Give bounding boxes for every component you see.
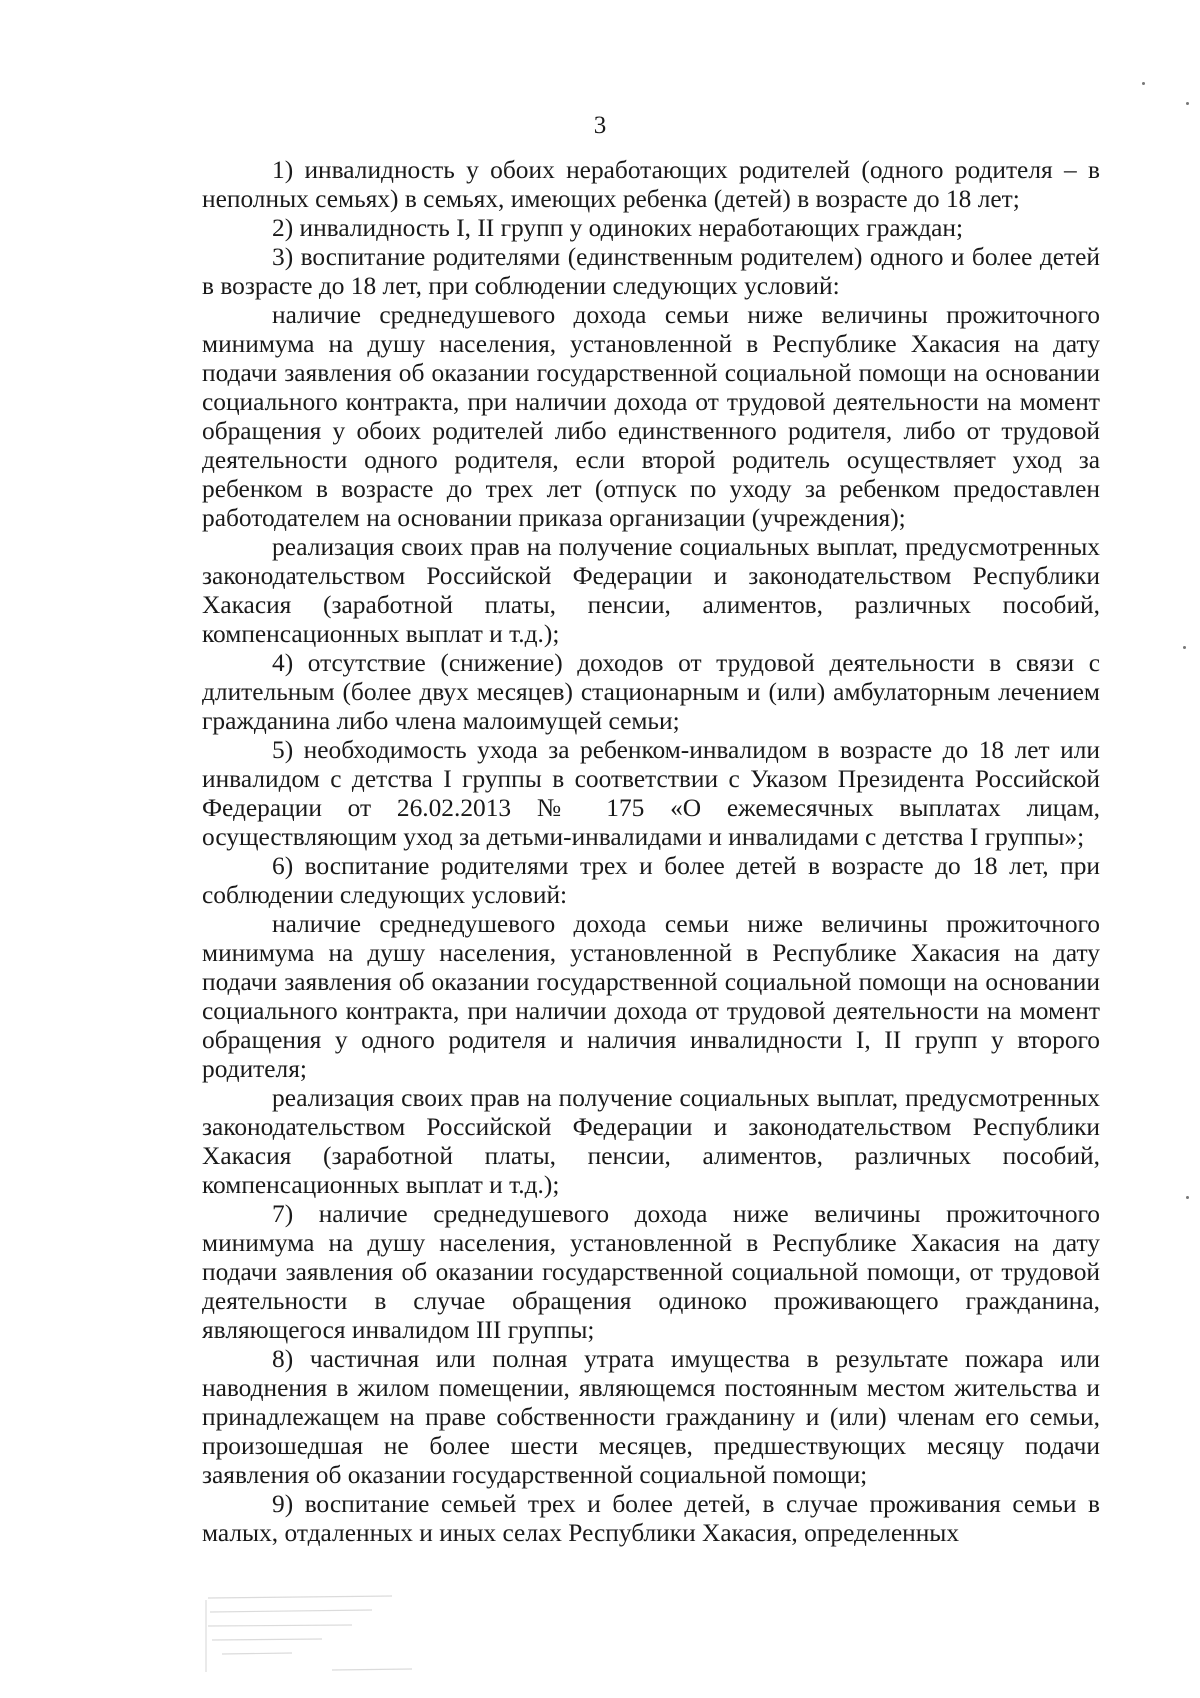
paragraph-7: 7) наличие среднедушевого дохода ниже величины прожиточного минимума на душу населения, установленной в Республике Хакасия на дату подачи заявления об оказании государственной социальной помощи, от трудовой деятельности в случае обращения одиноко проживающего гражданина, являющегося инвалидом III группы; xyxy=(202,1200,1100,1344)
page-number: 3 xyxy=(593,112,607,139)
paragraph-2: 2) инвалидность I, II групп у одиноких неработающих граждан; xyxy=(272,214,964,242)
scan-speck xyxy=(1142,82,1145,85)
paragraph-5: 5) необходимость ухода за ребенком-инвалидом в возрасте до 18 лет или инвалидом с детства I группы в соответствии с Указом Президента Российской Федерации от 26.02.2013 № 175 «О ежемесячных выплатах лицам, осуществляющим уход за детьми-инвалидами и инвалидами с детства I группы»; xyxy=(202,736,1100,851)
paragraph-3: 3) воспитание родителями (единственным родителем) одного и более детей в возрасте до 18 лет, при соблюдении следующих условий: xyxy=(202,243,1100,300)
paragraph-6-condition-2: реализация своих прав на получение социальных выплат, предусмотренных законодательством Российской Федерации и законодательством Республики Хакасия (заработной платы, пенсии, алиментов, различных пособий, компенсационных выплат и т.д.); xyxy=(202,1084,1100,1199)
paragraph-3-condition-1: наличие среднедушевого дохода семьи ниже величины прожиточного минимума на душу населения, установленной в Республике Хакасия на дату подачи заявления об оказании государственной социальной помощи на основании социального контракта, при наличии дохода от трудовой деятельности на момент обращения у обоих родителей либо единственного родителя, либо от трудовой деятельности одного родителя, если второй родитель осуществляет уход за ребенком в возрасте до трех лет (отпуск по уходу за ребенком предоставлен работодателем на основании приказа организации (учреждения); xyxy=(202,301,1100,532)
paragraph-4: 4) отсутствие (снижение) доходов от трудовой деятельности в связи с длительным (более двух месяцев) стационарным и (или) амбулаторным лечением гражданина либо члена малоимущей семьи; xyxy=(202,649,1100,735)
scan-speck xyxy=(1186,102,1189,105)
faded-stamp xyxy=(202,1592,432,1682)
paragraph-6: 6) воспитание родителями трех и более детей в возрасте до 18 лет, при соблюдении следующих условий: xyxy=(202,852,1100,909)
paragraph-1: 1) инвалидность у обоих неработающих родителей (одного родителя – в неполных семьях) в семьях, имеющих ребенка (детей) в возрасте до 18 лет; xyxy=(202,156,1100,213)
paragraph-3-condition-2: реализация своих прав на получение социальных выплат, предусмотренных законодательством Российской Федерации и законодательством Республики Хакасия (заработной платы, пенсии, алиментов, различных пособий, компенсационных выплат и т.д.); xyxy=(202,533,1100,648)
scan-speck xyxy=(1183,646,1186,649)
paragraph-6-condition-1: наличие среднедушевого дохода семьи ниже величины прожиточного минимума на душу населения, установленной в Республике Хакасия на дату подачи заявления об оказании государственной социальной помощи на основании социального контракта, при наличии дохода от трудовой деятельности на момент обращения у одного родителя и наличия инвалидности I, II групп у второго родителя; xyxy=(202,910,1100,1083)
paragraph-9: 9) воспитание семьей трех и более детей, в случае проживания семьи в малых, отдаленных и иных селах Республики Хакасия, определенных xyxy=(202,1490,1100,1547)
document-body xyxy=(202,156,1100,1548)
scan-speck xyxy=(1186,1196,1189,1199)
paragraph-8: 8) частичная или полная утрата имущества в результате пожара или наводнения в жилом помещении, являющемся постоянным местом жительства и принадлежащем на праве собственности гражданину и (или) членам его семьи, произошедшая не более шести месяцев, предшествующих месяцу подачи заявления об оказании государственной социальной помощи; xyxy=(202,1345,1100,1489)
